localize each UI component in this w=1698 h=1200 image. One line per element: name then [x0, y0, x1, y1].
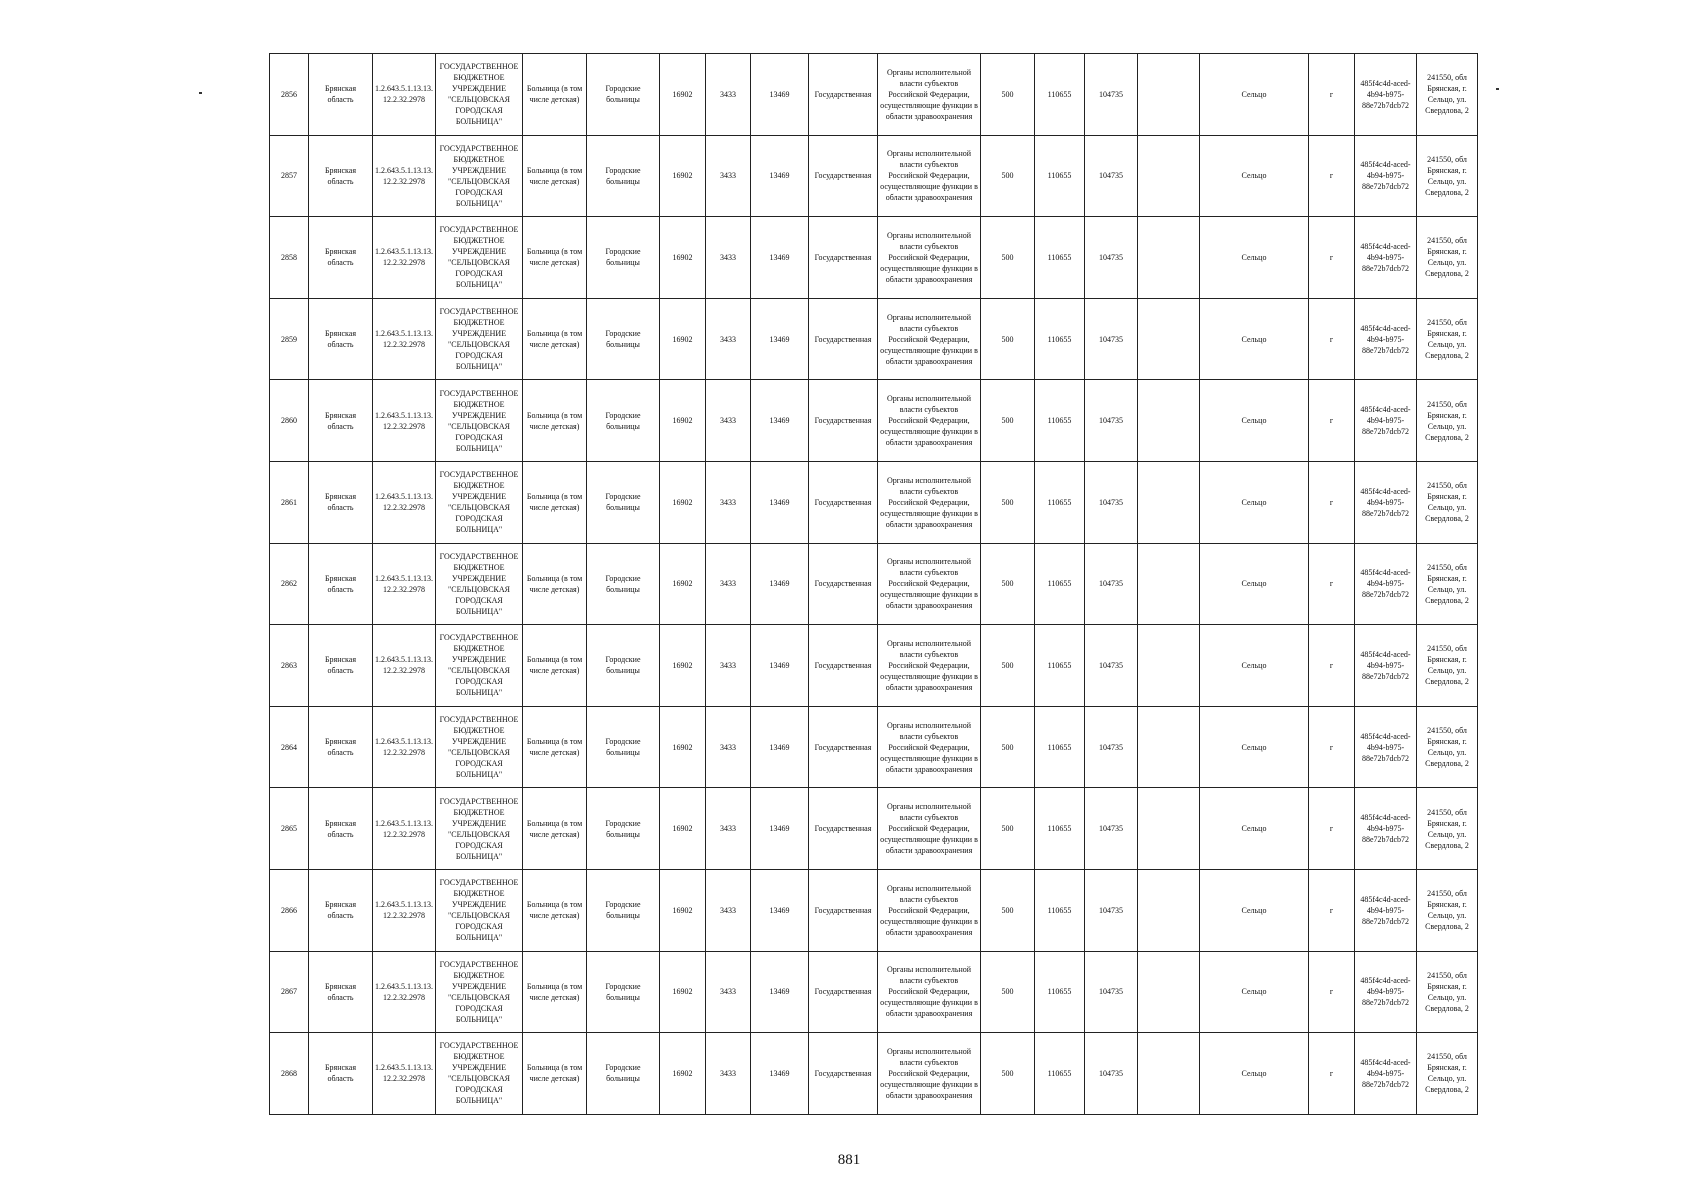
facility-type-cell: Больница (в том числе детская) [523, 135, 587, 217]
city-cell: Сельцо [1200, 380, 1309, 462]
city-type-cell: г [1309, 54, 1355, 136]
region-cell: Брянская область [309, 380, 373, 462]
city-cell: Сельцо [1200, 951, 1309, 1033]
region-cell: Брянская область [309, 54, 373, 136]
facility-kind-cell: Городские больницы [587, 461, 660, 543]
value-1-cell: 16902 [660, 788, 706, 870]
facility-type-cell: Больница (в том числе детская) [523, 380, 587, 462]
facility-type-cell: Больница (в том числе детская) [523, 869, 587, 951]
value-4-cell: 500 [981, 951, 1035, 1033]
value-6-cell: 104735 [1085, 461, 1138, 543]
empty-cell [1138, 54, 1200, 136]
city-cell: Сельцо [1200, 1033, 1309, 1115]
value-6-cell: 104735 [1085, 217, 1138, 299]
organization-name-cell: ГОСУДАРСТВЕННОЕ БЮДЖЕТНОЕ УЧРЕЖДЕНИЕ "СЕЛЬЦОВСКАЯ ГОРОДСКАЯ БОЛЬНИЦА" [436, 1033, 523, 1115]
facility-type-cell: Больница (в том числе детская) [523, 217, 587, 299]
city-type-cell: г [1309, 1033, 1355, 1115]
oid-cell: 1.2.643.5.1.13.13.12.2.32.2978 [373, 788, 436, 870]
address-cell: 241550, обл Брянская, г. Сельцо, ул. Свердлова, 2 [1417, 217, 1478, 299]
table-row [270, 1033, 1478, 1115]
value-1-cell: 16902 [660, 461, 706, 543]
value-3-cell: 13469 [751, 543, 809, 625]
oid-cell: 1.2.643.5.1.13.13.12.2.32.2978 [373, 135, 436, 217]
facility-kind-cell: Городские больницы [587, 869, 660, 951]
region-cell: Брянская область [309, 625, 373, 707]
value-5-cell: 110655 [1035, 543, 1085, 625]
empty-cell [1138, 380, 1200, 462]
region-cell: Брянская область [309, 706, 373, 788]
address-cell: 241550, обл Брянская, г. Сельцо, ул. Свердлова, 2 [1417, 869, 1478, 951]
registry-rows [270, 54, 1478, 1115]
value-5-cell: 110655 [1035, 461, 1085, 543]
region-cell: Брянская область [309, 298, 373, 380]
value-2-cell: 3433 [706, 788, 751, 870]
row-number: 2858 [270, 217, 309, 299]
value-2-cell: 3433 [706, 54, 751, 136]
facility-kind-cell: Городские больницы [587, 217, 660, 299]
value-4-cell: 500 [981, 135, 1035, 217]
value-1-cell: 16902 [660, 135, 706, 217]
value-2-cell: 3433 [706, 706, 751, 788]
city-cell: Сельцо [1200, 625, 1309, 707]
value-4-cell: 500 [981, 298, 1035, 380]
city-cell: Сельцо [1200, 135, 1309, 217]
value-5-cell: 110655 [1035, 625, 1085, 707]
table-row [270, 869, 1478, 951]
value-4-cell: 500 [981, 217, 1035, 299]
page-number: 881 [837, 1152, 861, 1168]
address-cell: 241550, обл Брянская, г. Сельцо, ул. Свердлова, 2 [1417, 380, 1478, 462]
address-cell: 241550, обл Брянская, г. Сельцо, ул. Свердлова, 2 [1417, 1033, 1478, 1115]
table-row [270, 54, 1478, 136]
oid-cell: 1.2.643.5.1.13.13.12.2.32.2978 [373, 625, 436, 707]
value-5-cell: 110655 [1035, 54, 1085, 136]
empty-cell [1138, 951, 1200, 1033]
organization-name-cell: ГОСУДАРСТВЕННОЕ БЮДЖЕТНОЕ УЧРЕЖДЕНИЕ "СЕЛЬЦОВСКАЯ ГОРОДСКАЯ БОЛЬНИЦА" [436, 625, 523, 707]
value-2-cell: 3433 [706, 869, 751, 951]
value-1-cell: 16902 [660, 54, 706, 136]
guid-cell: 485f4c4d-aced-4b94-b975-88e72b7dcb72 [1355, 298, 1417, 380]
table-row [270, 788, 1478, 870]
region-cell: Брянская область [309, 217, 373, 299]
value-2-cell: 3433 [706, 298, 751, 380]
authority-cell: Органы исполнительной власти субъектов Российской Федерации, осуществляющие функции в области здравоохранения [878, 1033, 981, 1115]
city-cell: Сельцо [1200, 869, 1309, 951]
value-6-cell: 104735 [1085, 380, 1138, 462]
facility-kind-cell: Городские больницы [587, 1033, 660, 1115]
organization-name-cell: ГОСУДАРСТВЕННОЕ БЮДЖЕТНОЕ УЧРЕЖДЕНИЕ "СЕЛЬЦОВСКАЯ ГОРОДСКАЯ БОЛЬНИЦА" [436, 217, 523, 299]
address-cell: 241550, обл Брянская, г. Сельцо, ул. Свердлова, 2 [1417, 461, 1478, 543]
ownership-form-cell: Государственная [809, 951, 878, 1033]
ownership-form-cell: Государственная [809, 788, 878, 870]
guid-cell: 485f4c4d-aced-4b94-b975-88e72b7dcb72 [1355, 461, 1417, 543]
value-6-cell: 104735 [1085, 54, 1138, 136]
ownership-form-cell: Государственная [809, 461, 878, 543]
facility-kind-cell: Городские больницы [587, 135, 660, 217]
authority-cell: Органы исполнительной власти субъектов Российской Федерации, осуществляющие функции в области здравоохранения [878, 461, 981, 543]
table-row [270, 625, 1478, 707]
scan-speck-right [1496, 88, 1499, 90]
region-cell: Брянская область [309, 1033, 373, 1115]
ownership-form-cell: Государственная [809, 298, 878, 380]
row-number: 2865 [270, 788, 309, 870]
facility-kind-cell: Городские больницы [587, 543, 660, 625]
organization-name-cell: ГОСУДАРСТВЕННОЕ БЮДЖЕТНОЕ УЧРЕЖДЕНИЕ "СЕЛЬЦОВСКАЯ ГОРОДСКАЯ БОЛЬНИЦА" [436, 380, 523, 462]
value-1-cell: 16902 [660, 543, 706, 625]
value-5-cell: 110655 [1035, 1033, 1085, 1115]
value-5-cell: 110655 [1035, 380, 1085, 462]
empty-cell [1138, 135, 1200, 217]
facility-kind-cell: Городские больницы [587, 380, 660, 462]
authority-cell: Органы исполнительной власти субъектов Российской Федерации, осуществляющие функции в области здравоохранения [878, 706, 981, 788]
oid-cell: 1.2.643.5.1.13.13.12.2.32.2978 [373, 951, 436, 1033]
value-5-cell: 110655 [1035, 217, 1085, 299]
table-row [270, 951, 1478, 1033]
row-number: 2860 [270, 380, 309, 462]
guid-cell: 485f4c4d-aced-4b94-b975-88e72b7dcb72 [1355, 869, 1417, 951]
facility-kind-cell: Городские больницы [587, 625, 660, 707]
value-3-cell: 13469 [751, 298, 809, 380]
city-type-cell: г [1309, 543, 1355, 625]
value-3-cell: 13469 [751, 461, 809, 543]
value-3-cell: 13469 [751, 788, 809, 870]
organization-name-cell: ГОСУДАРСТВЕННОЕ БЮДЖЕТНОЕ УЧРЕЖДЕНИЕ "СЕЛЬЦОВСКАЯ ГОРОДСКАЯ БОЛЬНИЦА" [436, 543, 523, 625]
facility-kind-cell: Городские больницы [587, 951, 660, 1033]
ownership-form-cell: Государственная [809, 869, 878, 951]
row-number: 2868 [270, 1033, 309, 1115]
value-5-cell: 110655 [1035, 869, 1085, 951]
organization-name-cell: ГОСУДАРСТВЕННОЕ БЮДЖЕТНОЕ УЧРЕЖДЕНИЕ "СЕЛЬЦОВСКАЯ ГОРОДСКАЯ БОЛЬНИЦА" [436, 461, 523, 543]
ownership-form-cell: Государственная [809, 1033, 878, 1115]
value-6-cell: 104735 [1085, 135, 1138, 217]
oid-cell: 1.2.643.5.1.13.13.12.2.32.2978 [373, 706, 436, 788]
address-cell: 241550, обл Брянская, г. Сельцо, ул. Свердлова, 2 [1417, 54, 1478, 136]
city-cell: Сельцо [1200, 706, 1309, 788]
guid-cell: 485f4c4d-aced-4b94-b975-88e72b7dcb72 [1355, 54, 1417, 136]
value-4-cell: 500 [981, 706, 1035, 788]
value-1-cell: 16902 [660, 380, 706, 462]
ownership-form-cell: Государственная [809, 380, 878, 462]
value-1-cell: 16902 [660, 298, 706, 380]
value-1-cell: 16902 [660, 625, 706, 707]
oid-cell: 1.2.643.5.1.13.13.12.2.32.2978 [373, 543, 436, 625]
empty-cell [1138, 1033, 1200, 1115]
empty-cell [1138, 869, 1200, 951]
value-2-cell: 3433 [706, 380, 751, 462]
city-type-cell: г [1309, 788, 1355, 870]
value-5-cell: 110655 [1035, 298, 1085, 380]
value-2-cell: 3433 [706, 135, 751, 217]
row-number: 2864 [270, 706, 309, 788]
table-row [270, 543, 1478, 625]
guid-cell: 485f4c4d-aced-4b94-b975-88e72b7dcb72 [1355, 217, 1417, 299]
empty-cell [1138, 217, 1200, 299]
organization-name-cell: ГОСУДАРСТВЕННОЕ БЮДЖЕТНОЕ УЧРЕЖДЕНИЕ "СЕЛЬЦОВСКАЯ ГОРОДСКАЯ БОЛЬНИЦА" [436, 951, 523, 1033]
value-4-cell: 500 [981, 54, 1035, 136]
table-row [270, 217, 1478, 299]
value-4-cell: 500 [981, 380, 1035, 462]
guid-cell: 485f4c4d-aced-4b94-b975-88e72b7dcb72 [1355, 706, 1417, 788]
authority-cell: Органы исполнительной власти субъектов Российской Федерации, осуществляющие функции в области здравоохранения [878, 298, 981, 380]
city-type-cell: г [1309, 706, 1355, 788]
value-3-cell: 13469 [751, 135, 809, 217]
value-5-cell: 110655 [1035, 135, 1085, 217]
value-2-cell: 3433 [706, 217, 751, 299]
value-5-cell: 110655 [1035, 951, 1085, 1033]
city-cell: Сельцо [1200, 298, 1309, 380]
value-6-cell: 104735 [1085, 1033, 1138, 1115]
empty-cell [1138, 543, 1200, 625]
ownership-form-cell: Государственная [809, 135, 878, 217]
value-1-cell: 16902 [660, 217, 706, 299]
empty-cell [1138, 298, 1200, 380]
empty-cell [1138, 461, 1200, 543]
city-type-cell: г [1309, 625, 1355, 707]
address-cell: 241550, обл Брянская, г. Сельцо, ул. Свердлова, 2 [1417, 951, 1478, 1033]
authority-cell: Органы исполнительной власти субъектов Российской Федерации, осуществляющие функции в области здравоохранения [878, 217, 981, 299]
value-2-cell: 3433 [706, 543, 751, 625]
facility-type-cell: Больница (в том числе детская) [523, 54, 587, 136]
value-1-cell: 16902 [660, 1033, 706, 1115]
authority-cell: Органы исполнительной власти субъектов Российской Федерации, осуществляющие функции в области здравоохранения [878, 54, 981, 136]
address-cell: 241550, обл Брянская, г. Сельцо, ул. Свердлова, 2 [1417, 788, 1478, 870]
facility-kind-cell: Городские больницы [587, 298, 660, 380]
facility-type-cell: Больница (в том числе детская) [523, 788, 587, 870]
guid-cell: 485f4c4d-aced-4b94-b975-88e72b7dcb72 [1355, 788, 1417, 870]
authority-cell: Органы исполнительной власти субъектов Российской Федерации, осуществляющие функции в области здравоохранения [878, 788, 981, 870]
region-cell: Брянская область [309, 788, 373, 870]
row-number: 2856 [270, 54, 309, 136]
value-6-cell: 104735 [1085, 869, 1138, 951]
value-6-cell: 104735 [1085, 706, 1138, 788]
oid-cell: 1.2.643.5.1.13.13.12.2.32.2978 [373, 54, 436, 136]
value-2-cell: 3433 [706, 625, 751, 707]
authority-cell: Органы исполнительной власти субъектов Российской Федерации, осуществляющие функции в области здравоохранения [878, 625, 981, 707]
oid-cell: 1.2.643.5.1.13.13.12.2.32.2978 [373, 869, 436, 951]
value-6-cell: 104735 [1085, 788, 1138, 870]
oid-cell: 1.2.643.5.1.13.13.12.2.32.2978 [373, 380, 436, 462]
ownership-form-cell: Государственная [809, 625, 878, 707]
row-number: 2867 [270, 951, 309, 1033]
guid-cell: 485f4c4d-aced-4b94-b975-88e72b7dcb72 [1355, 543, 1417, 625]
city-type-cell: г [1309, 380, 1355, 462]
city-type-cell: г [1309, 217, 1355, 299]
facility-type-cell: Больница (в том числе детская) [523, 461, 587, 543]
value-5-cell: 110655 [1035, 706, 1085, 788]
scan-speck-left [199, 92, 202, 94]
value-4-cell: 500 [981, 543, 1035, 625]
value-3-cell: 13469 [751, 869, 809, 951]
row-number: 2859 [270, 298, 309, 380]
ownership-form-cell: Государственная [809, 54, 878, 136]
city-type-cell: г [1309, 298, 1355, 380]
value-2-cell: 3433 [706, 951, 751, 1033]
facility-type-cell: Больница (в том числе детская) [523, 625, 587, 707]
empty-cell [1138, 788, 1200, 870]
address-cell: 241550, обл Брянская, г. Сельцо, ул. Свердлова, 2 [1417, 625, 1478, 707]
oid-cell: 1.2.643.5.1.13.13.12.2.32.2978 [373, 1033, 436, 1115]
city-cell: Сельцо [1200, 461, 1309, 543]
value-1-cell: 16902 [660, 951, 706, 1033]
authority-cell: Органы исполнительной власти субъектов Российской Федерации, осуществляющие функции в области здравоохранения [878, 951, 981, 1033]
value-4-cell: 500 [981, 625, 1035, 707]
value-6-cell: 104735 [1085, 298, 1138, 380]
table-row [270, 135, 1478, 217]
row-number: 2862 [270, 543, 309, 625]
ownership-form-cell: Государственная [809, 543, 878, 625]
city-type-cell: г [1309, 461, 1355, 543]
address-cell: 241550, обл Брянская, г. Сельцо, ул. Свердлова, 2 [1417, 706, 1478, 788]
value-2-cell: 3433 [706, 1033, 751, 1115]
oid-cell: 1.2.643.5.1.13.13.12.2.32.2978 [373, 298, 436, 380]
empty-cell [1138, 625, 1200, 707]
city-cell: Сельцо [1200, 54, 1309, 136]
city-type-cell: г [1309, 869, 1355, 951]
row-number: 2863 [270, 625, 309, 707]
oid-cell: 1.2.643.5.1.13.13.12.2.32.2978 [373, 217, 436, 299]
region-cell: Брянская область [309, 543, 373, 625]
address-cell: 241550, обл Брянская, г. Сельцо, ул. Свердлова, 2 [1417, 135, 1478, 217]
guid-cell: 485f4c4d-aced-4b94-b975-88e72b7dcb72 [1355, 625, 1417, 707]
region-cell: Брянская область [309, 135, 373, 217]
city-type-cell: г [1309, 135, 1355, 217]
facility-type-cell: Больница (в том числе детская) [523, 543, 587, 625]
registry-sheet [269, 53, 1469, 1114]
value-3-cell: 13469 [751, 1033, 809, 1115]
oid-cell: 1.2.643.5.1.13.13.12.2.32.2978 [373, 461, 436, 543]
guid-cell: 485f4c4d-aced-4b94-b975-88e72b7dcb72 [1355, 380, 1417, 462]
guid-cell: 485f4c4d-aced-4b94-b975-88e72b7dcb72 [1355, 1033, 1417, 1115]
row-number: 2866 [270, 869, 309, 951]
value-5-cell: 110655 [1035, 788, 1085, 870]
facility-type-cell: Больница (в том числе детская) [523, 951, 587, 1033]
organization-name-cell: ГОСУДАРСТВЕННОЕ БЮДЖЕТНОЕ УЧРЕЖДЕНИЕ "СЕЛЬЦОВСКАЯ ГОРОДСКАЯ БОЛЬНИЦА" [436, 706, 523, 788]
value-3-cell: 13469 [751, 217, 809, 299]
facility-type-cell: Больница (в том числе детская) [523, 1033, 587, 1115]
table-row [270, 298, 1478, 380]
guid-cell: 485f4c4d-aced-4b94-b975-88e72b7dcb72 [1355, 951, 1417, 1033]
row-number: 2861 [270, 461, 309, 543]
region-cell: Брянская область [309, 869, 373, 951]
ownership-form-cell: Государственная [809, 706, 878, 788]
registry-table [269, 53, 1478, 1115]
value-3-cell: 13469 [751, 54, 809, 136]
address-cell: 241550, обл Брянская, г. Сельцо, ул. Свердлова, 2 [1417, 298, 1478, 380]
value-2-cell: 3433 [706, 461, 751, 543]
value-3-cell: 13469 [751, 625, 809, 707]
organization-name-cell: ГОСУДАРСТВЕННОЕ БЮДЖЕТНОЕ УЧРЕЖДЕНИЕ "СЕЛЬЦОВСКАЯ ГОРОДСКАЯ БОЛЬНИЦА" [436, 135, 523, 217]
facility-kind-cell: Городские больницы [587, 54, 660, 136]
authority-cell: Органы исполнительной власти субъектов Российской Федерации, осуществляющие функции в области здравоохранения [878, 543, 981, 625]
facility-kind-cell: Городские больницы [587, 788, 660, 870]
guid-cell: 485f4c4d-aced-4b94-b975-88e72b7dcb72 [1355, 135, 1417, 217]
row-number: 2857 [270, 135, 309, 217]
table-row [270, 706, 1478, 788]
city-type-cell: г [1309, 951, 1355, 1033]
value-4-cell: 500 [981, 461, 1035, 543]
region-cell: Брянская область [309, 951, 373, 1033]
city-cell: Сельцо [1200, 543, 1309, 625]
city-cell: Сельцо [1200, 788, 1309, 870]
value-4-cell: 500 [981, 869, 1035, 951]
empty-cell [1138, 706, 1200, 788]
table-row [270, 380, 1478, 462]
facility-kind-cell: Городские больницы [587, 706, 660, 788]
value-3-cell: 13469 [751, 380, 809, 462]
table-row [270, 461, 1478, 543]
authority-cell: Органы исполнительной власти субъектов Российской Федерации, осуществляющие функции в области здравоохранения [878, 869, 981, 951]
region-cell: Брянская область [309, 461, 373, 543]
facility-type-cell: Больница (в том числе детская) [523, 298, 587, 380]
address-cell: 241550, обл Брянская, г. Сельцо, ул. Свердлова, 2 [1417, 543, 1478, 625]
organization-name-cell: ГОСУДАРСТВЕННОЕ БЮДЖЕТНОЕ УЧРЕЖДЕНИЕ "СЕЛЬЦОВСКАЯ ГОРОДСКАЯ БОЛЬНИЦА" [436, 788, 523, 870]
organization-name-cell: ГОСУДАРСТВЕННОЕ БЮДЖЕТНОЕ УЧРЕЖДЕНИЕ "СЕЛЬЦОВСКАЯ ГОРОДСКАЯ БОЛЬНИЦА" [436, 298, 523, 380]
facility-type-cell: Больница (в том числе детская) [523, 706, 587, 788]
value-3-cell: 13469 [751, 706, 809, 788]
value-4-cell: 500 [981, 788, 1035, 870]
organization-name-cell: ГОСУДАРСТВЕННОЕ БЮДЖЕТНОЕ УЧРЕЖДЕНИЕ "СЕЛЬЦОВСКАЯ ГОРОДСКАЯ БОЛЬНИЦА" [436, 54, 523, 136]
organization-name-cell: ГОСУДАРСТВЕННОЕ БЮДЖЕТНОЕ УЧРЕЖДЕНИЕ "СЕЛЬЦОВСКАЯ ГОРОДСКАЯ БОЛЬНИЦА" [436, 869, 523, 951]
value-6-cell: 104735 [1085, 951, 1138, 1033]
value-3-cell: 13469 [751, 951, 809, 1033]
value-4-cell: 500 [981, 1033, 1035, 1115]
authority-cell: Органы исполнительной власти субъектов Российской Федерации, осуществляющие функции в области здравоохранения [878, 135, 981, 217]
authority-cell: Органы исполнительной власти субъектов Российской Федерации, осуществляющие функции в области здравоохранения [878, 380, 981, 462]
city-cell: Сельцо [1200, 217, 1309, 299]
value-6-cell: 104735 [1085, 543, 1138, 625]
value-1-cell: 16902 [660, 869, 706, 951]
value-1-cell: 16902 [660, 706, 706, 788]
ownership-form-cell: Государственная [809, 217, 878, 299]
value-6-cell: 104735 [1085, 625, 1138, 707]
